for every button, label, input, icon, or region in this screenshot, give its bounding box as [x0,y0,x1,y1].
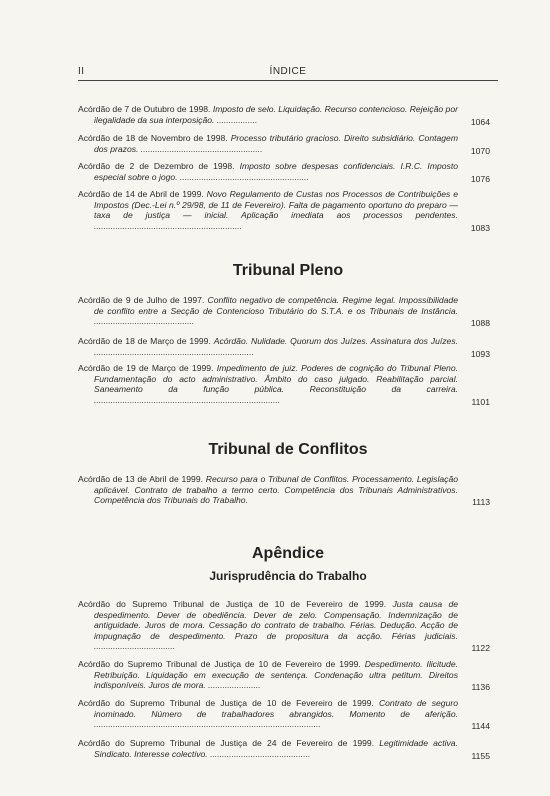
index-entry [78,738,498,759]
index-entry [78,363,498,405]
entry-description: Justa causa de despedimento. Dever de obediência. Dever de zelo. Compensação. Indemnização de antiguidade. Juros de mora. Cessação do contrato de trabalho. Férias. Dedução. Acção de impugnação de despedimento. Prazo de propositura da acção. Férias judiciais. .................................. [94,599,458,652]
page-number: II [78,66,85,77]
entry-page-number: 1144 [471,721,490,732]
index-entry [78,599,498,652]
index-entry [78,336,498,357]
entry-page-number: 1113 [472,497,490,508]
entry-description: Legitimidade activa. Sindicato. Interesse colectivo. .......................................... [94,738,458,759]
entry-description: Contrato de seguro inominado. Número de trabalhadores abrangidos. Momento de aferição. ............................................................................................... [94,698,458,730]
entry-lead: Acórdão de 18 de Março de 1999. [78,336,214,346]
entry-description: Despedimento. Ilicitude. Retribuição. Liquidação em execução de sentença. Condenação ultra petitum. Direitos indisponíveis. Juros de mora. ...................... [94,659,458,691]
entry-description: Imposto de selo. Liquidação. Recurso contencioso. Rejeição por ilegalidade da sua interposição. ................. [94,104,458,125]
entry-lead: Acórdão de 18 de Novembro de 1998. [78,133,231,143]
entry-page-number: 1076 [470,173,490,184]
entry-description: Imposto sobre despesas confidenciais. I.R.C. Imposto especial sobre o jogo. ...................................................... [94,161,458,182]
entry-description: Acórdão. Nulidade. Quorum dos Juízes. Assinatura dos Juízes. ................................................................... [94,336,458,357]
entry-description: Novo Regulamento de Custas nos Processos de Contribuições e Impostos (Dec.-Lei n.º 29/98, de 11 de Fevereiro). Falta de pagamento oportuno do preparo — taxa de justiça — inicial. Aplicação imediata aos processos pendentes. .............................................................. [94,189,458,231]
entry-lead: Acórdão de 19 de Março de 1999. [78,363,217,373]
index-entry [78,189,498,231]
entry-lead: Acórdão de 14 de Abril de 1999. [78,189,207,199]
index-entry [78,698,498,730]
entry-lead: Acórdão do Supremo Tribunal de Justiça de 24 de Fevereiro de 1999. [78,738,380,748]
page-header [78,64,498,81]
entry-page-number: 1088 [470,318,490,329]
entry-page-number: 1155 [471,750,490,761]
entry-page-number: 1136 [471,682,490,693]
entry-lead: Acórdão de 7 de Outubro de 1998. [78,104,213,114]
entry-page-number: 1093 [470,348,490,359]
index-entry [78,133,498,154]
page-title: ÍNDICE [269,66,307,77]
entry-lead: Acórdão do Supremo Tribunal de Justiça de 10 de Fevereiro de 1999. [78,659,365,669]
entry-description: Recurso para o Tribunal de Conflitos. Processamento. Legislação aplicável. Contrato de trabalho a termo certo. Competência dos Tribunais Administrativos. Competência dos Tribunais do Trabalho. [94,474,459,506]
index-entry [78,104,498,125]
index-entry [78,474,498,506]
entry-lead: Acórdão de 2 de Dezembro de 1998. [78,161,240,171]
subsection-heading: Jurisprudência do Trabalho [209,569,367,583]
section-heading: Tribunal Pleno [232,262,344,279]
entry-page-number: 1101 [471,396,490,407]
entry-lead: Acórdão de 13 de Abril de 1999. [78,474,206,484]
entry-lead: Acórdão do Supremo Tribunal de Justiça de 10 de Fevereiro de 1999. [78,599,393,609]
index-entry [78,161,498,182]
entry-page-number: 1064 [470,116,490,127]
index-entry [78,659,498,691]
entry-description: Conflito negativo de competência. Regime legal. Impossibilidade de conflito entre a Secção de Contencioso Tributário do S.T.A. e os Tribunais de Instância. .......................................... [94,295,458,327]
index-entry [78,295,498,327]
section-heading: Apêndice [251,545,324,562]
entry-page-number: 1070 [470,145,490,156]
entry-description: Processo tributário gracioso. Direito subsidiário. Contagem dos prazos. ................................................... [94,133,458,154]
entry-description: Impedimento de juiz. Poderes de cognição do Tribunal Pleno. Fundamentação do acto administrativo. Âmbito do caso julgado. Reabilitação parcial. Saneamento da função pública. Reconstituição da carreira. .............................................................................. [94,363,458,405]
section-heading: Tribunal de Conflitos [208,441,368,458]
entry-page-number: 1083 [470,222,490,233]
entry-page-number: 1122 [471,643,490,654]
entry-lead: Acórdão do Supremo Tribunal de Justiça de 10 de Fevereiro de 1999. [78,698,379,708]
entry-lead: Acórdão de 9 de Julho de 1997. [78,295,208,305]
